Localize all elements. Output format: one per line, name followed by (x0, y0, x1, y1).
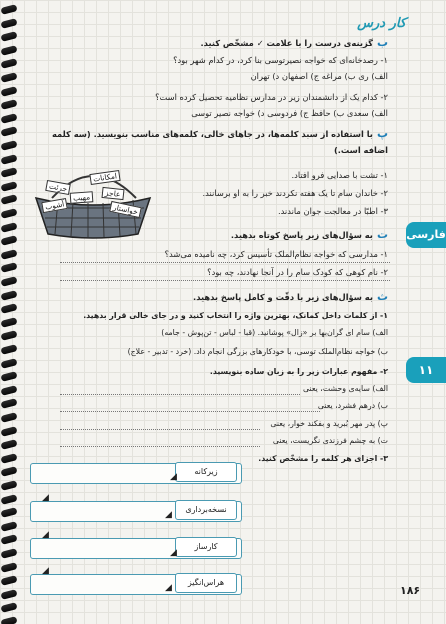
bird-icon: ◢ (42, 530, 49, 540)
answer-line[interactable] (60, 262, 390, 263)
unit-number-tab: ۱۱ (406, 357, 446, 383)
binding-ring (0, 535, 17, 546)
section-th-icon: ث (376, 290, 388, 303)
binding-ring (0, 4, 17, 15)
binding-ring (0, 72, 17, 83)
binding-ring (0, 385, 17, 396)
binding-ring (0, 235, 17, 246)
header-logo: کار درس (357, 16, 406, 31)
binding-ring (0, 399, 17, 410)
binding-ring (0, 589, 17, 600)
basket-word: خواستار (109, 201, 142, 218)
basket-word: امکانات (89, 170, 120, 185)
binding-ring (0, 317, 17, 328)
binding-ring (0, 59, 17, 70)
binding-ring (0, 480, 17, 491)
binding-ring (0, 358, 17, 369)
sec-th-q1b[interactable]: ب) خواجه نظام‌الملک توسی، با خودکارهای بزرگی انجام داد. (خرد - تدبیر - علاج) (127, 347, 388, 356)
section-t-icon: ت (376, 228, 388, 241)
binding-ring (0, 603, 17, 614)
section-b-title (201, 37, 389, 49)
bird-icon: ◢ (42, 493, 49, 503)
section-b-title-text: گزینه‌ی درست را با علامت ✓ مشخّص کنید. (200, 38, 373, 48)
sec-t-q1: ۱- مدارسی که خواجه نظام‌الملک تأسیس کرد، چه نامیده می‌شد؟ (164, 249, 388, 259)
word-card-2: نسخه‌برداری (175, 500, 237, 520)
binding-ring (0, 249, 17, 260)
section-p-title (52, 128, 388, 140)
binding-ring (0, 263, 17, 274)
basket-words (40, 170, 150, 220)
answer-line[interactable] (60, 280, 390, 281)
basket-word: مهیب (70, 191, 94, 204)
sec-t-q2: ۲- نام کوهی که کودک سام را در آنجا نهادند، چه بود؟ (207, 267, 388, 277)
binding-ring (0, 507, 17, 518)
binding-ring (0, 195, 17, 206)
binding-ring (0, 99, 17, 110)
sec-p-line-3[interactable]: ۳- اطبّا در معالجت جوان ماندند. (277, 206, 388, 216)
binding-ring (0, 86, 17, 97)
binding-ring (0, 18, 17, 29)
sec-th-q2b: ب) درهم فشرد، یعنی (317, 401, 388, 410)
binding-ring (0, 616, 17, 624)
binding-ring (0, 521, 17, 532)
binding-ring (0, 290, 17, 301)
page-number: ۱۸۶ (400, 584, 421, 597)
binding-ring (0, 276, 17, 287)
section-th-title-text: به سؤال‌های زیر با دقّت و کامل پاسخ بدهید. (193, 292, 373, 302)
answer-line[interactable] (60, 411, 320, 412)
binding-ring (0, 453, 17, 464)
section-p-title-text: با استفاده از سبد کلمه‌ها، در جاهای خالی، کلمه‌های مناسب بنویسید. (سه کلمه (52, 129, 373, 139)
word-card-3: کارساز (175, 537, 237, 557)
binding-ring (0, 45, 17, 56)
binding-ring (0, 467, 17, 478)
section-t-title-text: به سؤال‌های زیر پاسخ کوتاه بدهید. (230, 230, 373, 240)
basket-word: عاجز (101, 187, 124, 200)
binding-ring (0, 31, 17, 42)
section-p-icon: پ (376, 127, 388, 140)
binding-ring (0, 167, 17, 178)
spiral-binding (0, 0, 22, 624)
section-p-title2: اضافه است.) (333, 145, 388, 155)
bird-icon: ◢ (170, 472, 177, 482)
sec-b-q1: ۱- رصدخانه‌ای که خواجه نصیرتوسی بنا کرد، در کدام شهر بود؟ (173, 55, 388, 65)
sec-th-q2a: الف) سایه‌ی وحشت، یعنی (303, 384, 388, 393)
binding-ring (0, 154, 17, 165)
sec-b-q2-options[interactable]: الف) سعدی ب) حافظ ج) فردوسی د) خواجه نصیر توسی (191, 108, 388, 118)
binding-ring (0, 562, 17, 573)
sec-th-q3: ۳- اجزای هر کلمه را مشخّص کنید. (258, 454, 388, 463)
sec-th-q1: ۱- از کلمات داخل کمانک، بهترین واژه را انتخاب کنید و در جای خالی قرار بدهید. (83, 311, 388, 320)
binding-ring (0, 439, 17, 450)
section-th-title (193, 291, 388, 303)
sec-b-q2: ۲- کدام یک از دانشمندان زیر در مدارس نظامیه تحصیل کرده است؟ (155, 92, 388, 102)
binding-ring (0, 494, 17, 505)
binding-ring (0, 303, 17, 314)
binding-ring (0, 548, 17, 559)
binding-ring (0, 113, 17, 124)
binding-ring (0, 426, 17, 437)
sec-th-q1a[interactable]: الف) سام ای گران‌بها بر «زال» پوشانید. (قبا - لباس - تن‌پوش - جامه) (161, 328, 388, 337)
basket-word: جرئت (45, 180, 71, 195)
sec-th-q2c: پ) پدر مهر بُبرید و بفکند خوار، یعنی (270, 419, 388, 428)
sec-b-q1-options[interactable]: الف) ری ب) مراغه ج) اصفهان د) تهران (250, 71, 388, 81)
binding-ring (0, 127, 17, 138)
binding-ring (0, 208, 17, 219)
binding-ring (0, 331, 17, 342)
binding-ring (0, 181, 17, 192)
basket-word: آشوب (41, 198, 68, 213)
section-b-icon: ب (376, 36, 388, 49)
word-card-4: هراس‌انگیز (175, 573, 237, 593)
bird-icon: ◢ (165, 583, 172, 593)
bird-icon: ◢ (165, 510, 172, 520)
sec-th-q2d: ت) به چشم فرزندی نگریست، یعنی (272, 436, 388, 445)
subject-tab: فارسی (406, 222, 446, 248)
bird-icon: ◢ (170, 548, 177, 558)
answer-line[interactable] (60, 394, 300, 395)
binding-ring (0, 371, 17, 382)
sec-p-line-1[interactable]: ۱- تشت با صدایی فرو افتاد. (291, 170, 388, 180)
sec-th-q2: ۲- مفهوم عبارات زیر را به زبان ساده بنویسید. (209, 367, 388, 376)
binding-ring (0, 412, 17, 423)
binding-ring (0, 575, 17, 586)
word-card-1: زیرکانه (175, 462, 237, 482)
binding-ring (0, 140, 17, 151)
answer-line[interactable] (60, 446, 260, 447)
section-t-title (231, 229, 388, 241)
binding-ring (0, 222, 17, 233)
binding-ring (0, 344, 17, 355)
bird-icon: ◢ (42, 566, 49, 576)
sec-p-line-2[interactable]: ۲- خاندان سام تا یک هفته نکردند خبر را به او برسانند. (202, 188, 388, 198)
answer-line[interactable] (60, 429, 260, 430)
